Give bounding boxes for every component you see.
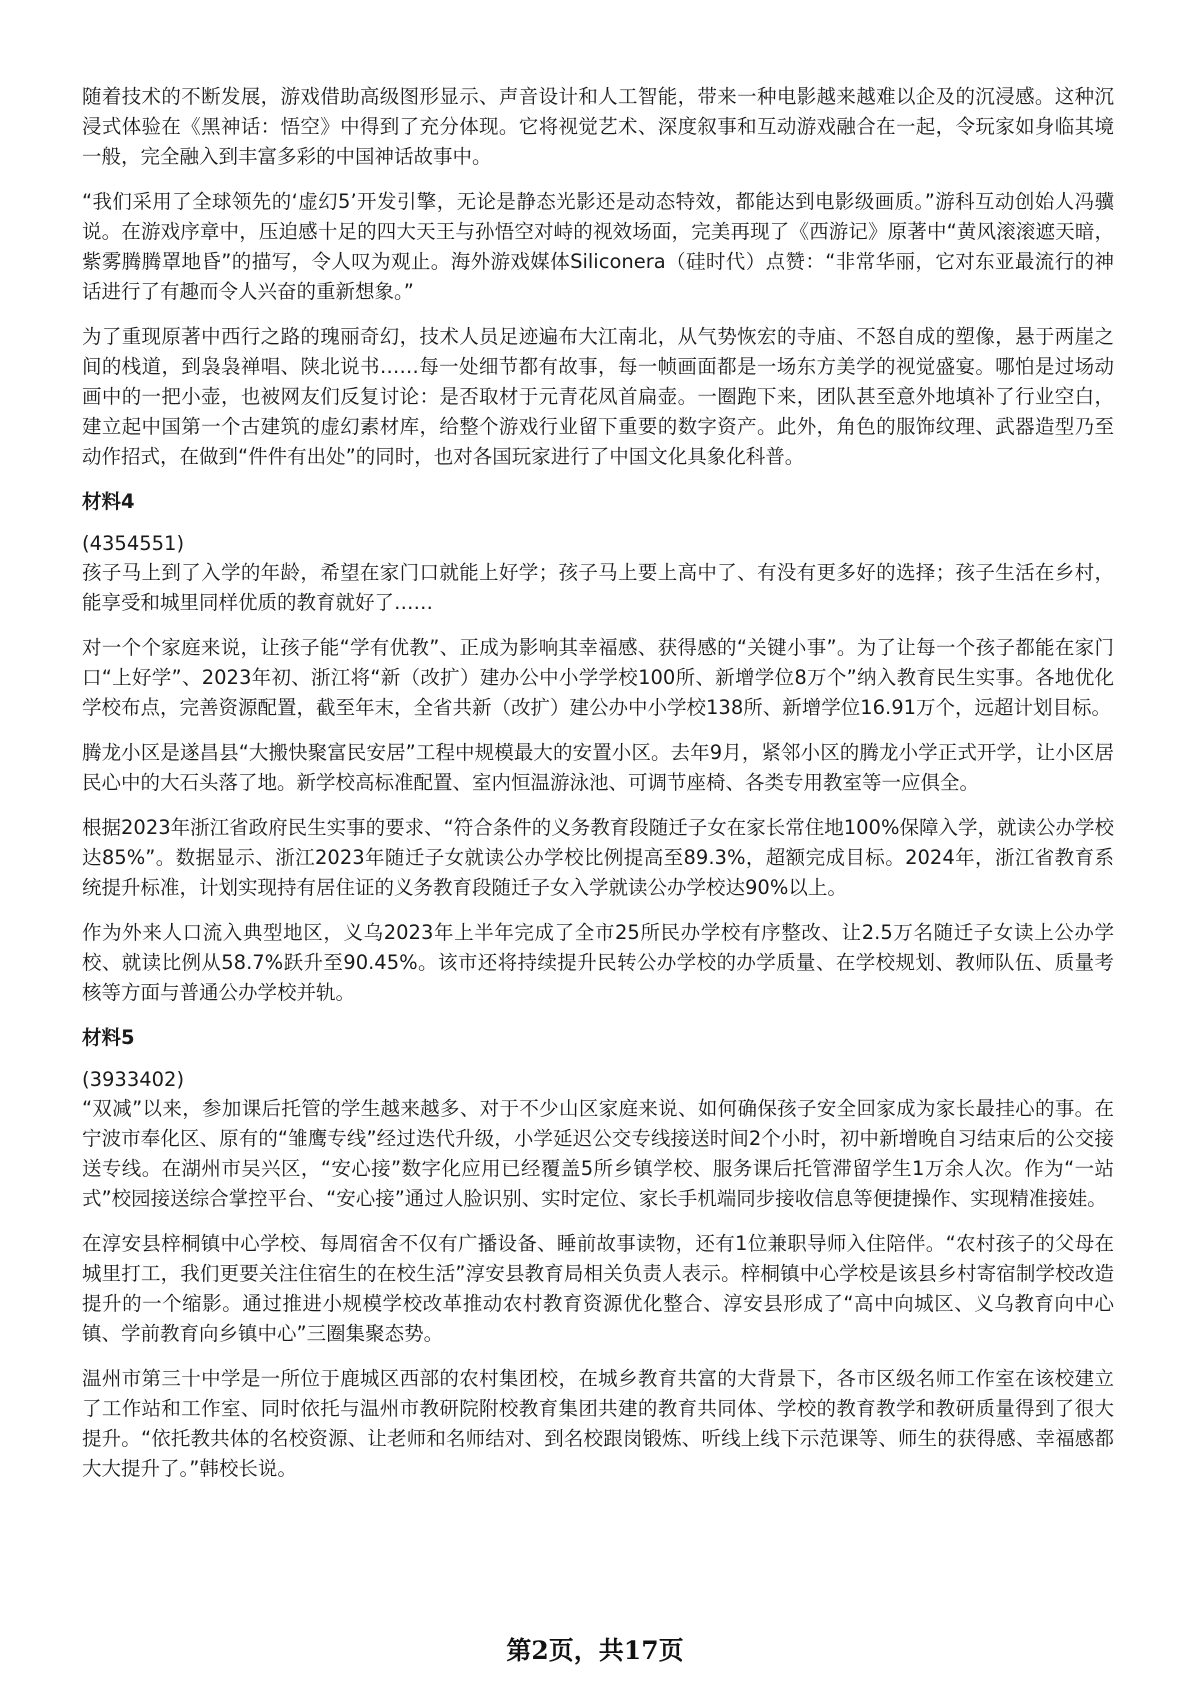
paragraph: 对一个个家庭来说，让孩子能“学有优教”、正成为影响其幸福感、获得感的“关键小事”。为了让每一个孩子都能在家门口“上好学”、2023年初、浙江将“新（改扩）建办公中小学学校100所、新增学位8万个”纳入教育民生实事。各地优化学校布点，完善资源配置，截至年末，全省共新（改扩）建公办中小学校138所、新增学位16.91万个，远超计划目标。 xyxy=(82,636,1114,719)
document-body xyxy=(82,82,1114,1499)
paragraph: 根据2023年浙江省政府民生实事的要求、“符合条件的义务教育段随迁子女在家长常住地100%保障入学，就读公办学校达85%”。数据显示、浙江2023年随迁子女就读公办学校比例提高至89.3%，超额完成目标。2024年，浙江省教育系统提升标准，计划实现持有居住证的义务教育段随迁子女入学就读公办学校达90%以上。 xyxy=(82,816,1114,899)
paragraph: 孩子马上到了入学的年龄，希望在家门口就能上好学；孩子马上要上高中了、有没有更多好的选择；孩子生活在乡村，能享受和城里同样优质的教育就好了…… xyxy=(82,561,1114,614)
section-heading-material-5: 材料5 xyxy=(82,1026,135,1049)
paragraph: 为了重现原著中西行之路的瑰丽奇幻，技术人员足迹遍布大江南北，从气势恢宏的寺庙、不怒自成的塑像，悬于两崖之间的栈道，到袅袅禅唱、陕北说书……每一处细节都有故事，每一帧画面都是一场东方美学的视觉盛宴。哪怕是过场动画中的一把小壶，也被网友们反复讨论：是否取材于元青花凤首扁壶。一圈跑下来，团队甚至意外地填补了行业空白，建立起中国第一个古建筑的虚幻素材库，给整个游戏行业留下重要的数字资产。此外，角色的服饰纹理、武器造型乃至动作招式，在做到“件件有出处”的同时，也对各国玩家进行了中国文化具象化科普。 xyxy=(82,325,1114,468)
page-number-footer: 第2页，共17页 xyxy=(506,1636,684,1665)
paragraph: 随着技术的不断发展，游戏借助高级图形显示、声音设计和人工智能，带来一种电影越来越难以企及的沉浸感。这种沉浸式体验在《黑神话：悟空》中得到了充分体现。它将视觉艺术、深度叙事和互动游戏融合在一起，令玩家如身临其境一般，完全融入到丰富多彩的中国神话故事中。 xyxy=(82,85,1114,168)
paragraph: 温州市第三十中学是一所位于鹿城区西部的农村集团校，在城乡教育共富的大背景下，各市区级名师工作室在该校建立了工作站和工作室、同时依托与温州市教研院附校教育集团共建的教育共同体、学校的教育教学和教研质量得到了很大提升。“依托教共体的名校资源、让老师和名师结对、到名校跟岗锻炼、听线上线下示范课等、师生的获得感、幸福感都大大提升了。”韩校长说。 xyxy=(82,1367,1114,1480)
paragraph: “我们采用了全球领先的‘虚幻5’开发引擎，无论是静态光影还是动态特效，都能达到电影级画质。”游科互动创始人冯骥说。在游戏序章中，压迫感十足的四大天王与孙悟空对峙的视效场面，完美再现了《西游记》原著中“黄风滚滚遮天暗，紫雾腾腾罩地昏”的描写，令人叹为观止。海外游戏媒体Siliconera（硅时代）点赞：“非常华丽，它对东亚最流行的神话进行了有趣而令人兴奋的重新想象。” xyxy=(82,190,1114,303)
paragraph: 在淳安县梓桐镇中心学校、每周宿舍不仅有广播设备、睡前故事读物，还有1位兼职导师入住陪伴。“农村孩子的父母在城里打工，我们更要关注住宿生的在校生活”淳安县教育局相关负责人表示。梓桐镇中心学校是该县乡村寄宿制学校改造提升的一个缩影。通过推进小规模学校改革推动农村教育资源优化整合、淳安县形成了“高中向城区、义乌教育向中心镇、学前教育向乡镇中心”三圈集聚态势。 xyxy=(82,1232,1114,1345)
question-code: (4354551) xyxy=(82,532,185,555)
question-code: (3933402) xyxy=(82,1068,185,1091)
paragraph: “双减”以来，参加课后托管的学生越来越多、对于不少山区家庭来说、如何确保孩子安全回家成为家长最挂心的事。在宁波市奉化区、原有的“雏鹰专线”经过迭代升级，小学延迟公交专线接送时间2个小时，初中新增晚自习结束后的公交接送专线。在湖州市吴兴区，“安心接”数字化应用已经覆盖5所乡镇学校、服务课后托管滞留学生1万余人次。作为“一站式”校园接送综合掌控平台、“安心接”通过人脸识别、实时定位、家长手机端同步接收信息等便捷操作、实现精准接娃。 xyxy=(82,1097,1114,1210)
paragraph: 作为外来人口流入典型地区，义乌2023年上半年完成了全市25所民办学校有序整改、让2.5万名随迁子女读上公办学校、就读比例从58.7%跃升至90.45%。该市还将持续提升民转公办学校的办学质量、在学校规划、教师队伍、质量考核等方面与普通公办学校并轨。 xyxy=(82,921,1114,1004)
section-heading-material-4: 材料4 xyxy=(82,490,135,513)
paragraph: 腾龙小区是遂昌县“大搬快聚富民安居”工程中规模最大的安置小区。去年9月，紧邻小区的腾龙小学正式开学，让小区居民心中的大石头落了地。新学校高标准配置、室内恒温游泳池、可调节座椅、各类专用教室等一应俱全。 xyxy=(82,741,1114,794)
